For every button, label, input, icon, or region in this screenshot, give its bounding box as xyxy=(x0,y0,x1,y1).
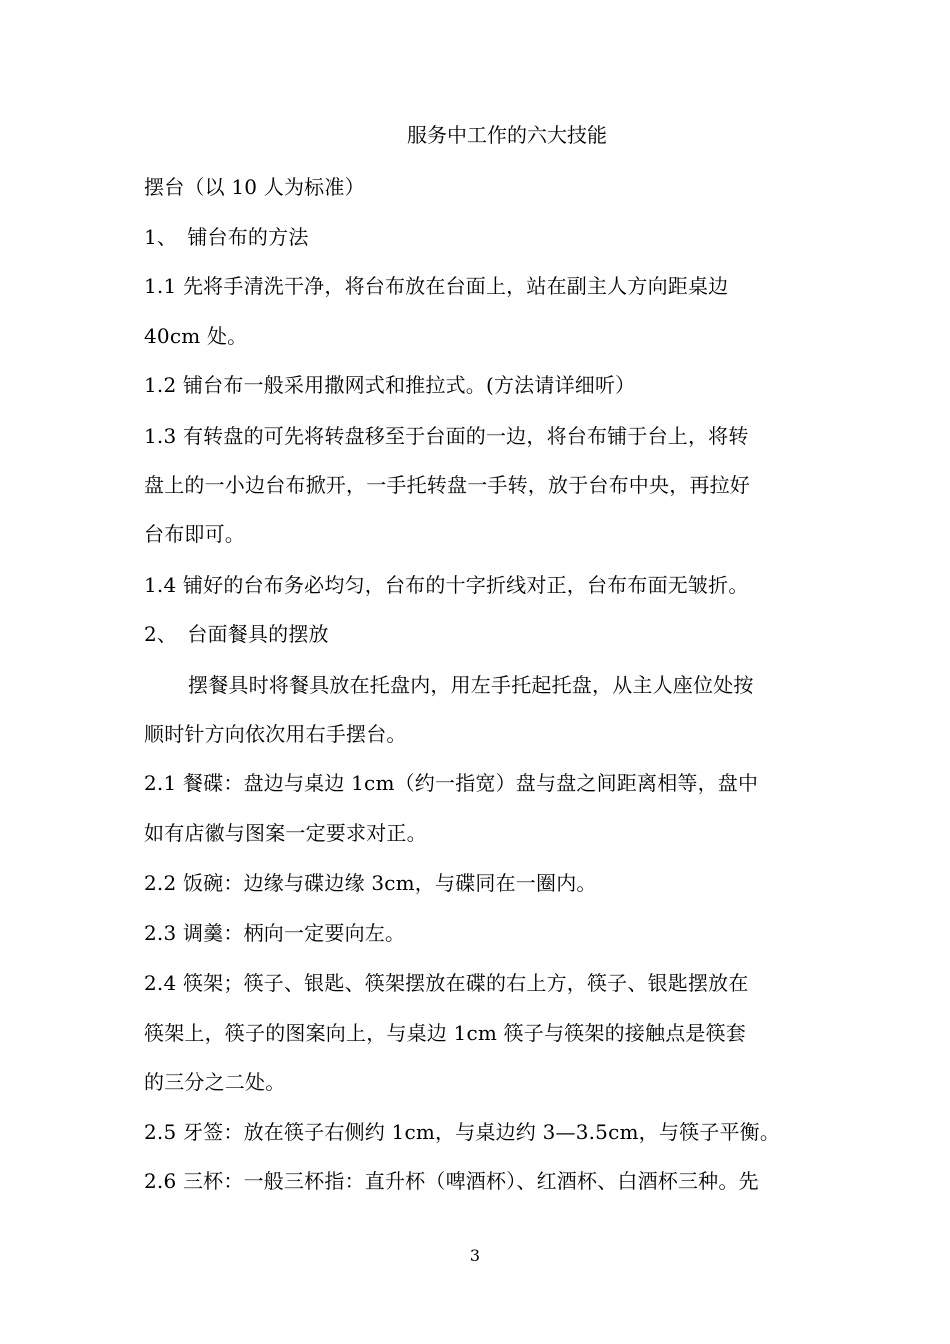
paragraph-line: 2.4 筷架；筷子、银匙、筷架摆放在碟的右上方，筷子、银匙摆放在 xyxy=(144,971,749,995)
paragraph-line: 筷架上，筷子的图案向上，与桌边 1cm 筷子与筷架的接触点是筷套 xyxy=(144,1021,747,1045)
section-heading: 1、 铺台布的方法 xyxy=(144,225,309,249)
paragraph-line: 2.3 调羹：柄向一定要向左。 xyxy=(144,921,406,945)
paragraph-line: 2.5 牙签：放在筷子右侧约 1cm，与桌边约 3—3.5cm，与筷子平衡。 xyxy=(144,1120,781,1144)
paragraph-line: 1.2 铺台布一般采用撒网式和推拉式。(方法请详细听） xyxy=(144,373,636,397)
paragraph-line: 如有店徽与图案一定要求对正。 xyxy=(144,821,427,845)
paragraph-line: 的三分之二处。 xyxy=(144,1070,286,1094)
paragraph-line: 2.6 三杯：一般三杯指：直升杯（啤酒杯）、红酒杯、白酒杯三种。先 xyxy=(144,1169,759,1193)
paragraph-line: 台布即可。 xyxy=(144,522,245,546)
paragraph-line: 1.4 铺好的台布务必均匀，台布的十字折线对正，台布布面无皱折。 xyxy=(144,573,749,597)
paragraph-line: 盘上的一小边台布掀开，一手托转盘一手转，放于台布中央，再拉好 xyxy=(144,473,750,497)
paragraph-line: 顺时针方向依次用右手摆台。 xyxy=(144,722,407,746)
page-number: 3 xyxy=(469,1246,481,1265)
paragraph-line: 1.3 有转盘的可先将转盘移至于台面的一边，将台布铺于台上，将转 xyxy=(144,424,749,448)
document-title: 服务中工作的六大技能 xyxy=(407,123,607,147)
paragraph-line: 40cm 处。 xyxy=(144,324,248,348)
section-heading: 2、 台面餐具的摆放 xyxy=(144,622,329,646)
paragraph-line: 摆台（以 10 人为标准） xyxy=(144,175,365,199)
paragraph-line: 摆餐具时将餐具放在托盘内，用左手托起托盘，从主人座位处按 xyxy=(188,673,754,697)
paragraph-line: 1.1 先将手清洗干净，将台布放在台面上，站在副主人方向距桌边 xyxy=(144,274,729,298)
paragraph-line: 2.1 餐碟：盘边与桌边 1cm（约一指宽）盘与盘之间距离相等，盘中 xyxy=(144,771,759,795)
paragraph-line: 2.2 饭碗：边缘与碟边缘 3cm，与碟同在一圈内。 xyxy=(144,871,597,895)
